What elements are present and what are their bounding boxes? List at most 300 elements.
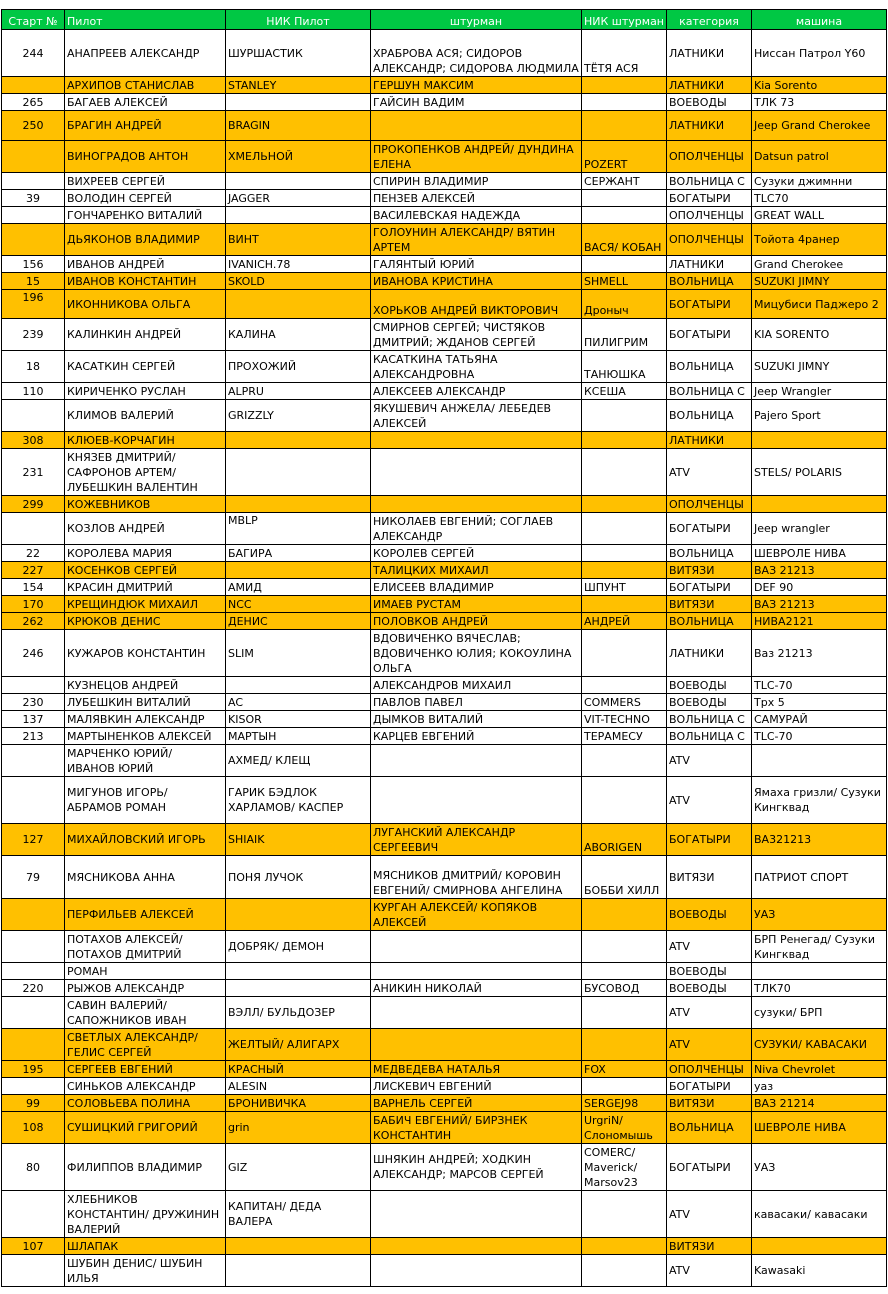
cell-start-number: 262 (2, 613, 65, 630)
cell-start-number (2, 677, 65, 694)
cell-navigator-nick: ТАНЮШКА (582, 351, 667, 383)
table-row (2, 30, 887, 77)
cell-pilot: ИВАНОВ АНДРЕЙ (65, 256, 226, 273)
cell-navigator-nick (582, 513, 667, 545)
cell-pilot: МАРЧЕНКО ЮРИЙ/ ИВАНОВ ЮРИЙ (65, 745, 226, 777)
cell-pilot-nick: АМИД (226, 579, 371, 596)
cell-navigator: ГАЙСИН ВАДИМ (371, 94, 582, 111)
cell-category: ВОЛЬНИЦА (667, 400, 752, 432)
cell-start-number: 265 (2, 94, 65, 111)
table-row (2, 824, 887, 856)
cell-car: Ваз 21213 (752, 630, 887, 677)
table-row (2, 711, 887, 728)
cell-pilot-nick (226, 94, 371, 111)
cell-navigator (371, 1029, 582, 1061)
cell-car: Kia Sorento (752, 77, 887, 94)
cell-navigator-nick: FOX (582, 1061, 667, 1078)
table-row (2, 545, 887, 562)
cell-category: ВОЛЬНИЦА С (667, 711, 752, 728)
cell-start-number: 213 (2, 728, 65, 745)
cell-navigator-nick (582, 899, 667, 931)
cell-navigator (371, 1191, 582, 1238)
cell-pilot: КУЗНЕЦОВ АНДРЕЙ (65, 677, 226, 694)
cell-category: ЛАТНИКИ (667, 30, 752, 77)
cell-category: ВОЕВОДЫ (667, 963, 752, 980)
cell-start-number: 227 (2, 562, 65, 579)
cell-start-number: 99 (2, 1095, 65, 1112)
cell-start-number (2, 777, 65, 824)
cell-navigator-nick (582, 545, 667, 562)
cell-pilot-nick: ДЕНИС (226, 613, 371, 630)
cell-pilot-nick: ВИНТ (226, 224, 371, 256)
cell-category: ЛАТНИКИ (667, 432, 752, 449)
table-row (2, 319, 887, 351)
cell-category: ОПОЛЧЕНЦЫ (667, 1061, 752, 1078)
cell-start-number: 299 (2, 496, 65, 513)
cell-pilot: КОРОЛЕВА МАРИЯ (65, 545, 226, 562)
table-row (2, 256, 887, 273)
cell-pilot-nick: ALESIN (226, 1078, 371, 1095)
cell-category: ВОЕВОДЫ (667, 980, 752, 997)
header-start-number: Старт № (2, 10, 65, 30)
cell-car: ВАЗ 21214 (752, 1095, 887, 1112)
cell-car: Jeep wrangler (752, 513, 887, 545)
cell-navigator-nick (582, 190, 667, 207)
cell-pilot: РОМАН (65, 963, 226, 980)
cell-start-number (2, 224, 65, 256)
cell-navigator-nick (582, 596, 667, 613)
cell-navigator: ПРОКОПЕНКОВ АНДРЕЙ/ ДУНДИНА ЕЛЕНА (371, 141, 582, 173)
cell-navigator (371, 963, 582, 980)
cell-category: БОГАТЫРИ (667, 1144, 752, 1191)
cell-pilot: ПОТАХОВ АЛЕКСЕЙ/ ПОТАХОВ ДМИТРИЙ (65, 931, 226, 963)
cell-start-number: 220 (2, 980, 65, 997)
cell-category: ВОЛЬНИЦА (667, 1112, 752, 1144)
cell-pilot-nick: GRIZZLY (226, 400, 371, 432)
cell-navigator: ИВАНОВА КРИСТИНА (371, 273, 582, 290)
table-row (2, 997, 887, 1029)
table-row (2, 351, 887, 383)
cell-pilot-nick: JAGGER (226, 190, 371, 207)
cell-pilot-nick: ПОНЯ ЛУЧОК (226, 856, 371, 899)
cell-navigator: ДЫМКОВ ВИТАЛИЙ (371, 711, 582, 728)
cell-start-number: 231 (2, 449, 65, 496)
cell-pilot: КРАСИН ДМИТРИЙ (65, 579, 226, 596)
cell-navigator-nick: ВАСЯ/ КОБАН (582, 224, 667, 256)
cell-start-number: 79 (2, 856, 65, 899)
cell-pilot: ГОНЧАРЕНКО ВИТАЛИЙ (65, 207, 226, 224)
cell-pilot: КАЛИНКИН АНДРЕЙ (65, 319, 226, 351)
table-row (2, 562, 887, 579)
cell-pilot-nick: КАЛИНА (226, 319, 371, 351)
cell-car: УАЗ (752, 899, 887, 931)
cell-category: ATV (667, 745, 752, 777)
cell-pilot-nick (226, 562, 371, 579)
cell-category: ВОЛЬНИЦА С (667, 728, 752, 745)
cell-navigator-nick: ТЁТЯ АСЯ (582, 30, 667, 77)
cell-car: Datsun patrol (752, 141, 887, 173)
table-row (2, 1255, 887, 1287)
cell-pilot: КЛЮЕВ-КОРЧАГИН (65, 432, 226, 449)
cell-navigator (371, 1238, 582, 1255)
header-pilot-nick: НИК Пилот (226, 10, 371, 30)
cell-pilot: ИВАНОВ КОНСТАНТИН (65, 273, 226, 290)
table-row (2, 77, 887, 94)
cell-start-number (2, 1029, 65, 1061)
cell-pilot-nick: ПРОХОЖИЙ (226, 351, 371, 383)
cell-navigator-nick (582, 256, 667, 273)
cell-pilot-nick (226, 496, 371, 513)
header-car: машина (752, 10, 887, 30)
cell-pilot: МИХАЙЛОВСКИЙ ИГОРЬ (65, 824, 226, 856)
cell-navigator-nick: ПИЛИГРИМ (582, 319, 667, 351)
cell-pilot-nick: SHIAIK (226, 824, 371, 856)
table-row (2, 1238, 887, 1255)
cell-car: СУЗУКИ/ КАВАСАКИ (752, 1029, 887, 1061)
cell-pilot-nick (226, 173, 371, 190)
cell-start-number: 127 (2, 824, 65, 856)
cell-category: ВИТЯЗИ (667, 1238, 752, 1255)
cell-pilot: САВИН ВАЛЕРИЙ/ САПОЖНИКОВ ИВАН (65, 997, 226, 1029)
cell-car: Сузуки джимнни (752, 173, 887, 190)
cell-start-number: 15 (2, 273, 65, 290)
cell-category: ВОЛЬНИЦА С (667, 173, 752, 190)
cell-car: Тойота 4ранер (752, 224, 887, 256)
table-row (2, 596, 887, 613)
cell-navigator-nick (582, 1078, 667, 1095)
cell-category: ЛАТНИКИ (667, 630, 752, 677)
cell-car (752, 963, 887, 980)
cell-navigator-nick: SERGEJ98 (582, 1095, 667, 1112)
table-row (2, 1144, 887, 1191)
cell-start-number: 110 (2, 383, 65, 400)
cell-pilot: КРЮКОВ ДЕНИС (65, 613, 226, 630)
cell-pilot-nick: ХМЕЛЬНОЙ (226, 141, 371, 173)
cell-start-number (2, 400, 65, 432)
table-row (2, 273, 887, 290)
cell-category: БОГАТЫРИ (667, 579, 752, 596)
cell-start-number (2, 77, 65, 94)
cell-pilot: ХЛЕБНИКОВ КОНСТАНТИН/ ДРУЖИНИН ВАЛЕРИЙ (65, 1191, 226, 1238)
cell-category: ATV (667, 997, 752, 1029)
cell-start-number: 250 (2, 111, 65, 141)
cell-navigator-nick (582, 1255, 667, 1287)
cell-pilot: ЛУБЕШКИН ВИТАЛИЙ (65, 694, 226, 711)
cell-car: DEF 90 (752, 579, 887, 596)
cell-pilot-nick (226, 449, 371, 496)
cell-navigator: ПЕНЗЕВ АЛЕКСЕЙ (371, 190, 582, 207)
cell-navigator: ВДОВИЧЕНКО ВЯЧЕСЛАВ; ВДОВИЧЕНКО ЮЛИЯ; КОКОУЛИНА ОЛЬГА (371, 630, 582, 677)
cell-car: TLC-70 (752, 677, 887, 694)
cell-category: ВИТЯЗИ (667, 1095, 752, 1112)
cell-navigator: ЛУГАНСКИЙ АЛЕКСАНДР СЕРГЕЕВИЧ (371, 824, 582, 856)
cell-navigator-nick: Дроныч (582, 290, 667, 319)
cell-navigator: БАБИЧ ЕВГЕНИЙ/ БИРЗНЕК КОНСТАНТИН (371, 1112, 582, 1144)
cell-car: ШЕВРОЛЕ НИВА (752, 1112, 887, 1144)
cell-navigator-nick (582, 997, 667, 1029)
cell-navigator (371, 931, 582, 963)
cell-pilot-nick: ДОБРЯК/ ДЕМОН (226, 931, 371, 963)
table-row (2, 513, 887, 545)
cell-navigator (371, 745, 582, 777)
cell-pilot-nick (226, 980, 371, 997)
cell-pilot-nick (226, 432, 371, 449)
cell-category: ATV (667, 1255, 752, 1287)
cell-car: ТЛК 73 (752, 94, 887, 111)
cell-pilot: КОСЕНКОВ СЕРГЕЙ (65, 562, 226, 579)
cell-navigator (371, 1255, 582, 1287)
cell-start-number (2, 899, 65, 931)
table-row (2, 1112, 887, 1144)
header-row (2, 10, 887, 30)
table-row (2, 677, 887, 694)
cell-category: ОПОЛЧЕНЦЫ (667, 141, 752, 173)
cell-pilot: КОЖЕВНИКОВ (65, 496, 226, 513)
cell-navigator: ХРАБРОВА АСЯ; СИДОРОВ АЛЕКСАНДР; СИДОРОВА ЛЮДМИЛА (371, 30, 582, 77)
cell-navigator-nick (582, 1191, 667, 1238)
cell-navigator (371, 432, 582, 449)
cell-navigator: НИКОЛАЕВ ЕВГЕНИЙ; СОГЛАЕВ АЛЕКСАНДР (371, 513, 582, 545)
cell-category: ВОЕВОДЫ (667, 94, 752, 111)
cell-car: SUZUKI JIMNY (752, 273, 887, 290)
cell-navigator-nick (582, 630, 667, 677)
cell-navigator: КУРГАН АЛЕКСЕЙ/ КОПЯКОВ АЛЕКСЕЙ (371, 899, 582, 931)
cell-pilot-nick: БРОНИВИЧКА (226, 1095, 371, 1112)
cell-pilot: ШЛАПАК (65, 1238, 226, 1255)
cell-pilot: БРАГИН АНДРЕЙ (65, 111, 226, 141)
cell-pilot-nick: GIZ (226, 1144, 371, 1191)
cell-start-number (2, 513, 65, 545)
cell-car (752, 745, 887, 777)
header-navigator: штурман (371, 10, 582, 30)
table-row (2, 400, 887, 432)
table-row (2, 931, 887, 963)
cell-car: ВА321213 (752, 824, 887, 856)
table-row (2, 1191, 887, 1238)
table-row (2, 1029, 887, 1061)
cell-start-number: 230 (2, 694, 65, 711)
cell-pilot-nick: grin (226, 1112, 371, 1144)
cell-start-number: 195 (2, 1061, 65, 1078)
cell-car: Jeep Grand Cherokee (752, 111, 887, 141)
cell-pilot: ПЕРФИЛЬЕВ АЛЕКСЕЙ (65, 899, 226, 931)
cell-pilot-nick (226, 899, 371, 931)
cell-car: ТЛК70 (752, 980, 887, 997)
cell-car: ВАЗ 21213 (752, 596, 887, 613)
cell-pilot-nick: АХМЕД/ КЛЕЩ (226, 745, 371, 777)
cell-start-number: 244 (2, 30, 65, 77)
cell-start-number (2, 173, 65, 190)
table-row (2, 496, 887, 513)
cell-navigator-nick (582, 745, 667, 777)
cell-pilot: СУШИЦКИЙ ГРИГОРИЙ (65, 1112, 226, 1144)
table-row (2, 1061, 887, 1078)
table-row (2, 745, 887, 777)
cell-pilot-nick: ГАРИК БЭДЛОК ХАРЛАМОВ/ КАСПЕР (226, 777, 371, 824)
cell-navigator: ЯКУШЕВИЧ АНЖЕЛА/ ЛЕБЕДЕВ АЛЕКСЕЙ (371, 400, 582, 432)
cell-navigator-nick: COMMERS (582, 694, 667, 711)
cell-navigator: ГОЛОУНИН АЛЕКСАНДР/ ВЯТИН АРТЕМ (371, 224, 582, 256)
cell-navigator: МЯСНИКОВ ДМИТРИЙ/ КОРОВИН ЕВГЕНИЙ/ СМИРНОВА АНГЕЛИНА (371, 856, 582, 899)
table-row (2, 111, 887, 141)
cell-navigator-nick: КСЕША (582, 383, 667, 400)
cell-car: кавасаки/ кавасаки (752, 1191, 887, 1238)
table-row (2, 290, 887, 319)
cell-pilot: МАЛЯВКИН АЛЕКСАНДР (65, 711, 226, 728)
cell-start-number: 196 (2, 290, 65, 319)
cell-pilot: МАРТЫНЕНКОВ АЛЕКСЕЙ (65, 728, 226, 745)
cell-navigator: ИМАЕВ РУСТАМ (371, 596, 582, 613)
cell-navigator-nick: ШПУНТ (582, 579, 667, 596)
cell-navigator-nick (582, 111, 667, 141)
cell-pilot-nick: AC (226, 694, 371, 711)
cell-start-number (2, 963, 65, 980)
cell-car: Ямаха гризли/ Сузуки Кингквад (752, 777, 887, 824)
table-row (2, 728, 887, 745)
cell-car (752, 1238, 887, 1255)
cell-category: ATV (667, 1029, 752, 1061)
header-category: категория (667, 10, 752, 30)
cell-navigator (371, 449, 582, 496)
cell-category: ATV (667, 449, 752, 496)
cell-pilot: КИРИЧЕНКО РУСЛАН (65, 383, 226, 400)
cell-navigator-nick: АНДРЕЙ (582, 613, 667, 630)
cell-navigator-nick (582, 449, 667, 496)
cell-car: Niva Chevrolet (752, 1061, 887, 1078)
cell-navigator-nick (582, 77, 667, 94)
cell-pilot: КРЕЩИНДЮК МИХАИЛ (65, 596, 226, 613)
cell-start-number: 170 (2, 596, 65, 613)
cell-category: БОГАТЫРИ (667, 513, 752, 545)
cell-category: БОГАТЫРИ (667, 190, 752, 207)
cell-category: ОПОЛЧЕНЦЫ (667, 224, 752, 256)
cell-navigator-nick (582, 562, 667, 579)
cell-car: GREAT WALL (752, 207, 887, 224)
cell-pilot-nick: МАРТЫН (226, 728, 371, 745)
cell-pilot-nick: ЖЕЛТЫЙ/ АЛИГАРХ (226, 1029, 371, 1061)
cell-navigator-nick: БУСОВОД (582, 980, 667, 997)
cell-category: ATV (667, 1191, 752, 1238)
cell-navigator-nick (582, 94, 667, 111)
cell-pilot-nick (226, 207, 371, 224)
cell-pilot: РЫЖОВ АЛЕКСАНДР (65, 980, 226, 997)
cell-pilot-nick: ALPRU (226, 383, 371, 400)
cell-category: БОГАТЫРИ (667, 824, 752, 856)
cell-category: ATV (667, 931, 752, 963)
cell-category: ВОЛЬНИЦА (667, 351, 752, 383)
cell-car: сузуки/ БРП (752, 997, 887, 1029)
cell-navigator: ВАРНЕЛЬ СЕРГЕЙ (371, 1095, 582, 1112)
cell-category: ВОЛЬНИЦА (667, 613, 752, 630)
table-row (2, 224, 887, 256)
table-row (2, 613, 887, 630)
cell-navigator-nick (582, 432, 667, 449)
cell-pilot: КЛИМОВ ВАЛЕРИЙ (65, 400, 226, 432)
cell-car: TLC-70 (752, 728, 887, 745)
table-row (2, 777, 887, 824)
cell-navigator: АЛЕКСАНДРОВ МИХАИЛ (371, 677, 582, 694)
cell-start-number: 108 (2, 1112, 65, 1144)
cell-category: ВОЕВОДЫ (667, 694, 752, 711)
cell-pilot-nick (226, 677, 371, 694)
cell-car: Jeep Wrangler (752, 383, 887, 400)
cell-pilot: СВЕТЛЫХ АЛЕКСАНДР/ ГЕЛИС СЕРГЕЙ (65, 1029, 226, 1061)
cell-pilot: ШУБИН ДЕНИС/ ШУБИН ИЛЬЯ (65, 1255, 226, 1287)
cell-category: ЛАТНИКИ (667, 111, 752, 141)
table-row (2, 694, 887, 711)
cell-car: TLC70 (752, 190, 887, 207)
cell-navigator-nick: ABORIGEN (582, 824, 667, 856)
cell-pilot-nick: IVANICH.78 (226, 256, 371, 273)
cell-pilot: КНЯЗЕВ ДМИТРИЙ/ САФРОНОВ АРТЕМ/ ЛУБЕШКИН ВАЛЕНТИН (65, 449, 226, 496)
table-row (2, 856, 887, 899)
cell-car (752, 496, 887, 513)
cell-navigator: ТАЛИЦКИХ МИХАИЛ (371, 562, 582, 579)
cell-pilot-nick (226, 1238, 371, 1255)
cell-navigator-nick: СЕРЖАНТ (582, 173, 667, 190)
cell-start-number: 18 (2, 351, 65, 383)
cell-pilot-nick: ВЭЛЛ/ БУЛЬДОЗЕР (226, 997, 371, 1029)
cell-pilot-nick: КРАСНЫЙ (226, 1061, 371, 1078)
cell-car: Pajero Sport (752, 400, 887, 432)
cell-pilot: КАСАТКИН СЕРГЕЙ (65, 351, 226, 383)
table-row (2, 963, 887, 980)
cell-category: ВИТЯЗИ (667, 596, 752, 613)
cell-category: ОПОЛЧЕНЦЫ (667, 496, 752, 513)
cell-start-number: 22 (2, 545, 65, 562)
cell-navigator: МЕДВЕДЕВА НАТАЛЬЯ (371, 1061, 582, 1078)
cell-category: ВОЕВОДЫ (667, 899, 752, 931)
cell-navigator-nick (582, 400, 667, 432)
cell-pilot: ВОЛОДИН СЕРГЕЙ (65, 190, 226, 207)
cell-pilot: СИНЬКОВ АЛЕКСАНДР (65, 1078, 226, 1095)
header-pilot: Пилот (65, 10, 226, 30)
cell-navigator-nick: UrgriN/ Слономышь (582, 1112, 667, 1144)
cell-navigator-nick: POZERT (582, 141, 667, 173)
cell-category: БОГАТЫРИ (667, 290, 752, 319)
cell-pilot-nick: MBLP (226, 513, 371, 545)
cell-category: ВИТЯЗИ (667, 856, 752, 899)
cell-pilot-nick: KISOR (226, 711, 371, 728)
cell-navigator-nick (582, 207, 667, 224)
table-row (2, 630, 887, 677)
cell-navigator: ВАСИЛЕВСКАЯ НАДЕЖДА (371, 207, 582, 224)
cell-start-number: 156 (2, 256, 65, 273)
cell-start-number: 107 (2, 1238, 65, 1255)
cell-car: БРП Ренегад/ Сузуки Кингквад (752, 931, 887, 963)
cell-category: ОПОЛЧЕНЦЫ (667, 207, 752, 224)
cell-start-number: 137 (2, 711, 65, 728)
cell-car: НИВА2121 (752, 613, 887, 630)
cell-navigator: ГАЛЯНТЫЙ ЮРИЙ (371, 256, 582, 273)
cell-category: БОГАТЫРИ (667, 319, 752, 351)
cell-pilot: ФИЛИППОВ ВЛАДИМИР (65, 1144, 226, 1191)
table-row (2, 383, 887, 400)
cell-start-number: 39 (2, 190, 65, 207)
table-row (2, 1078, 887, 1095)
cell-start-number: 246 (2, 630, 65, 677)
cell-car: ШЕВРОЛЕ НИВА (752, 545, 887, 562)
cell-navigator (371, 496, 582, 513)
cell-car: Мицубиси Паджеро 2 (752, 290, 887, 319)
cell-navigator-nick (582, 1029, 667, 1061)
cell-navigator: ЕЛИСЕЕВ ВЛАДИМИР (371, 579, 582, 596)
cell-navigator: ХОРЬКОВ АНДРЕЙ ВИКТОРОВИЧ (371, 290, 582, 319)
cell-start-number (2, 141, 65, 173)
cell-pilot: МИГУНОВ ИГОРЬ/ АБРАМОВ РОМАН (65, 777, 226, 824)
cell-pilot-nick: NCC (226, 596, 371, 613)
cell-category: ВОЛЬНИЦА (667, 273, 752, 290)
